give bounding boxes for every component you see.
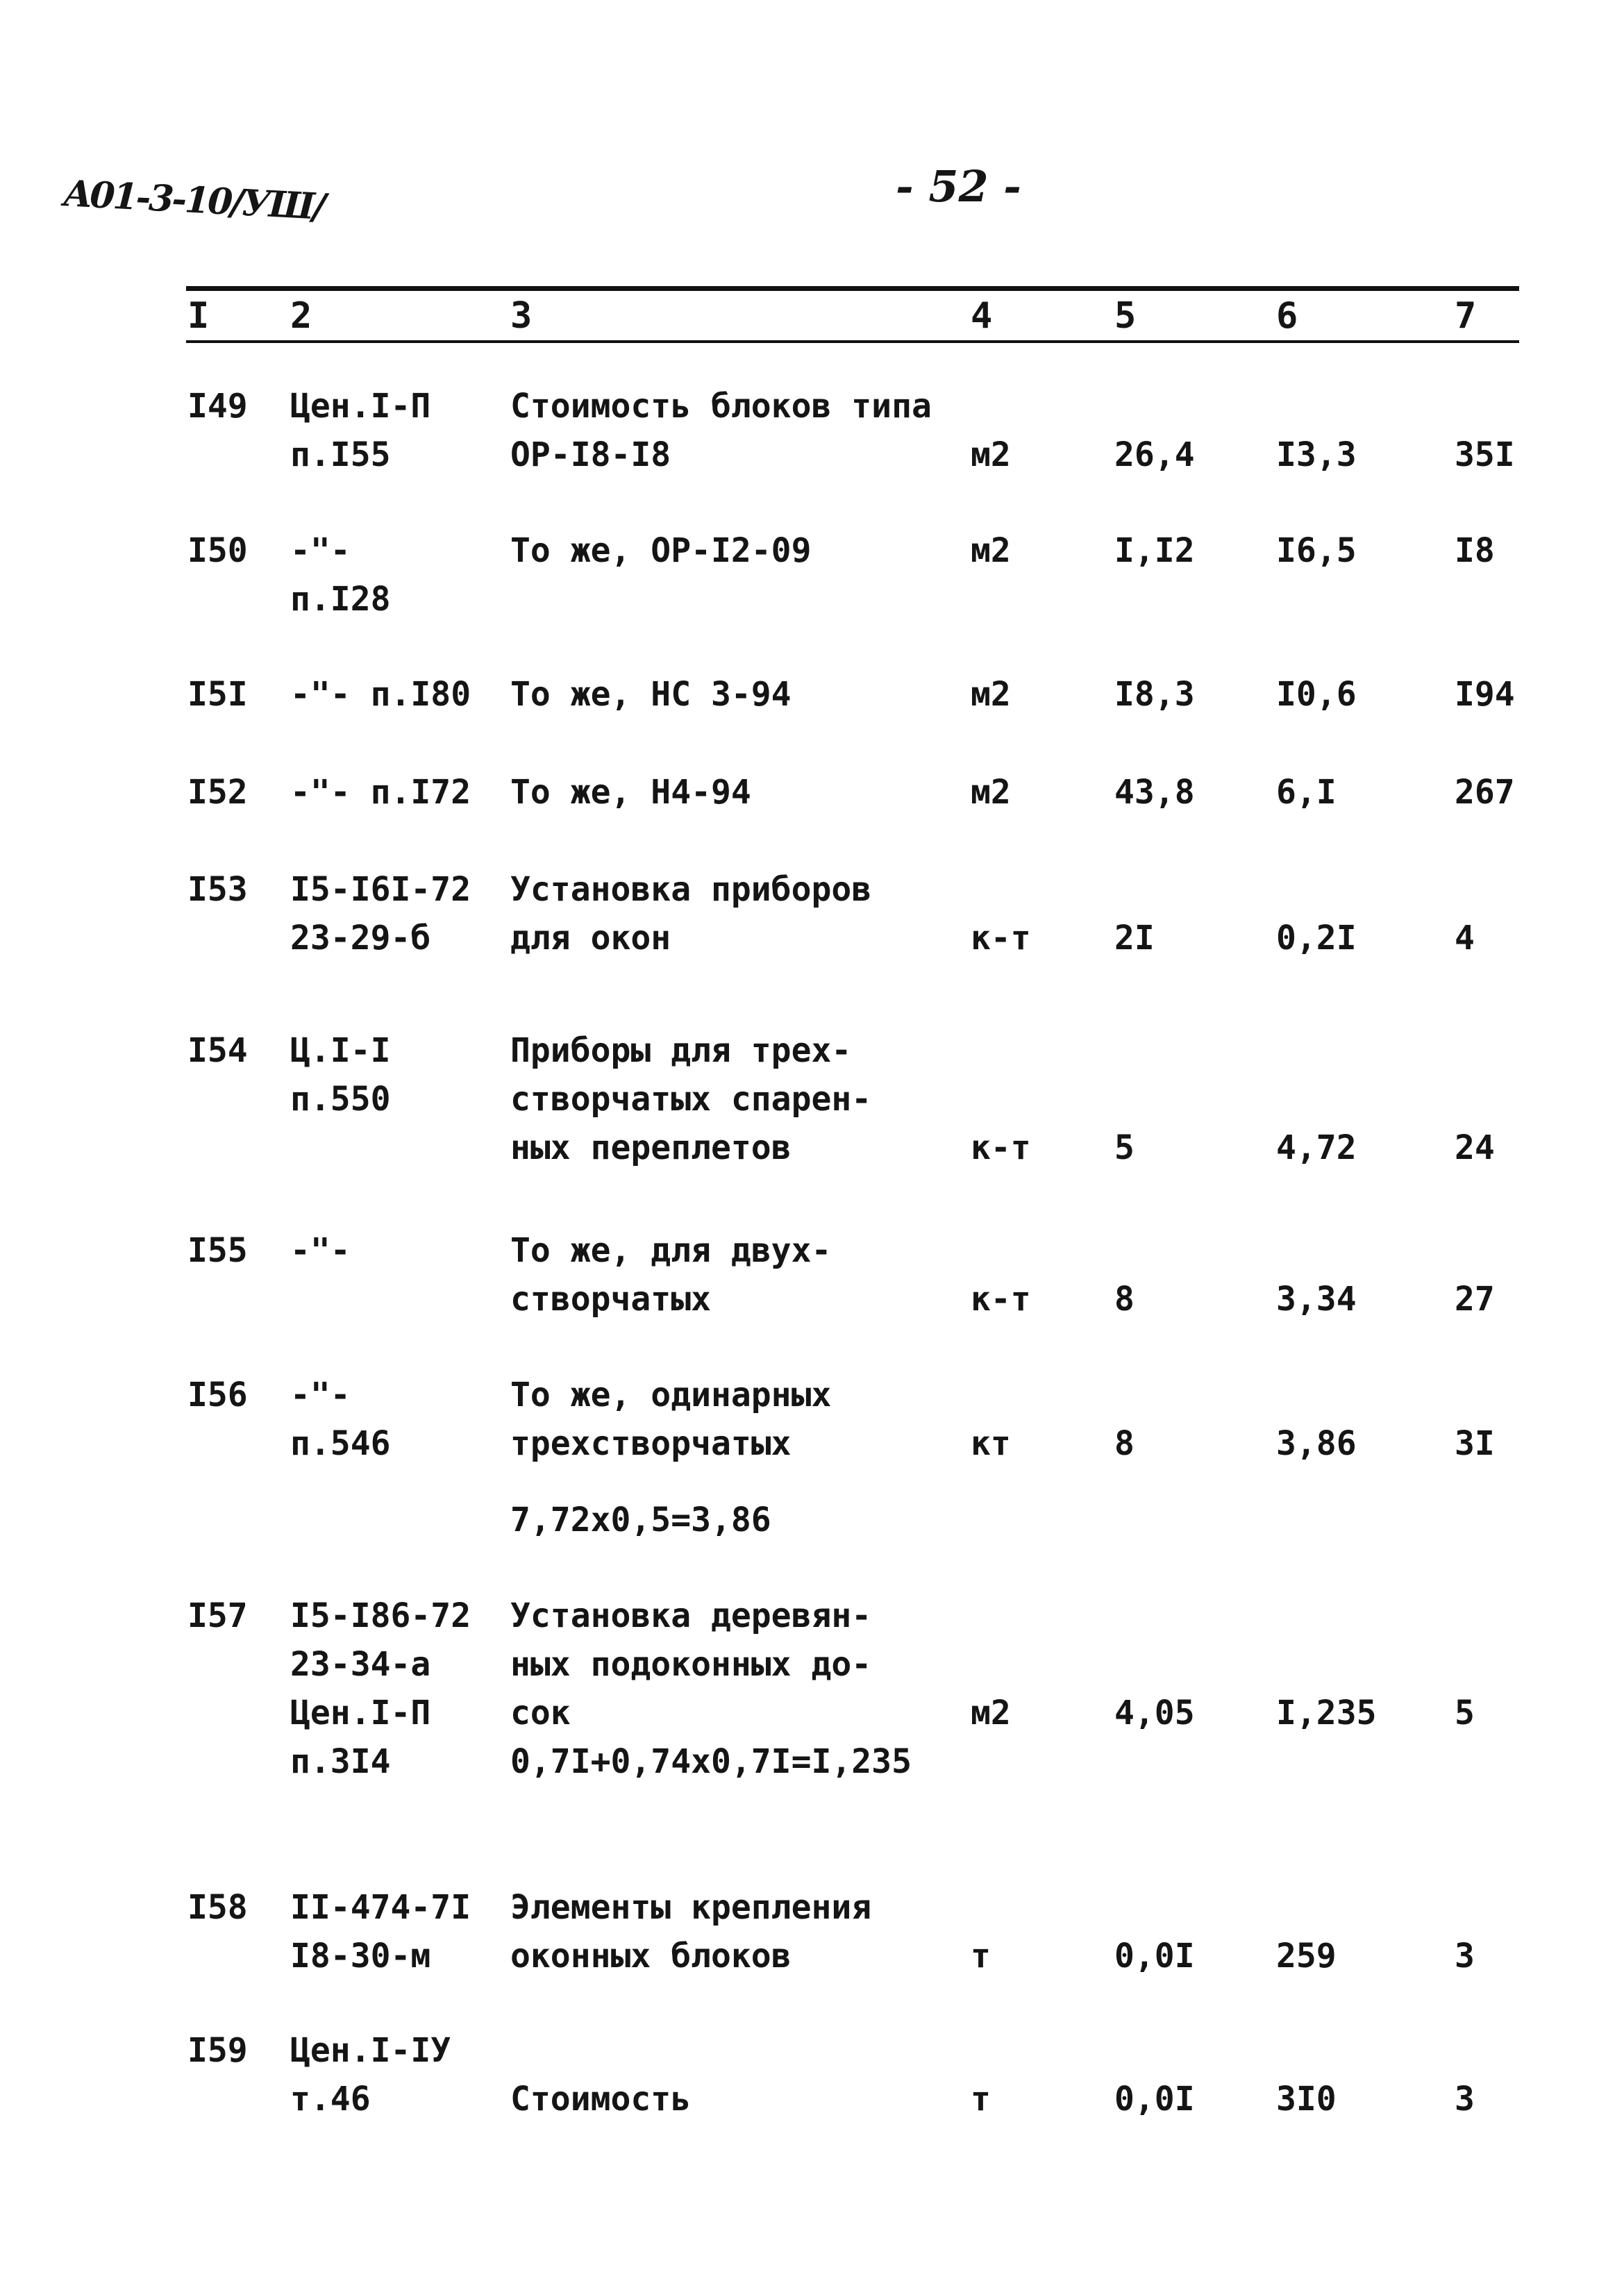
total-cost: 24 [1455, 1128, 1495, 1167]
work-description: ОР-I8-I8 [510, 435, 671, 474]
work-description: сок [510, 1694, 571, 1732]
price-reference: 23-34-а [290, 1645, 431, 1684]
table-row-line [0, 1275, 1624, 1323]
price-reference: II-474-7I [290, 1888, 471, 1927]
item-number: I58 [187, 1888, 248, 1927]
price-reference: Цен.I-П [290, 1694, 431, 1732]
work-description: Приборы для трех- [510, 1031, 852, 1070]
unit: м2 [971, 773, 1011, 812]
work-description: оконных блоков [510, 1937, 792, 1976]
total-cost: 35I [1455, 435, 1515, 474]
unit-cost: 6,I [1276, 773, 1337, 812]
total-cost: 3 [1455, 1937, 1475, 1976]
table-row-line [0, 575, 1624, 624]
table-row-line [0, 1932, 1624, 1980]
price-reference: -"- [290, 1376, 351, 1414]
item-number: I54 [187, 1031, 248, 1070]
price-reference: -"- п.I80 [290, 675, 471, 714]
quantity: 8 [1114, 1280, 1135, 1319]
item-number: I56 [187, 1376, 248, 1414]
unit: м2 [971, 435, 1011, 474]
price-reference: п.546 [290, 1424, 391, 1463]
unit: к-т [971, 1128, 1031, 1167]
table-row-line [0, 914, 1624, 962]
table-row-line [0, 382, 1624, 431]
column-header-3: 3 [510, 295, 533, 337]
page-number: - 52 - [896, 161, 1021, 212]
unit: т [971, 2080, 991, 2119]
price-reference: Ц.I-I [290, 1031, 391, 1070]
unit-cost: 3I0 [1276, 2080, 1337, 2119]
price-reference: I5-I6I-72 [290, 870, 471, 909]
table-row-line [0, 1883, 1624, 1932]
work-description: Установка приборов [510, 870, 872, 909]
item-number: I52 [187, 773, 248, 812]
unit: т [971, 1937, 991, 1976]
document-code: A01-3-10/УШ/ [62, 172, 325, 228]
price-reference: -"- п.I72 [290, 773, 471, 812]
total-cost: 27 [1455, 1280, 1495, 1319]
quantity: 0,0I [1114, 2080, 1195, 2119]
quantity: 43,8 [1114, 773, 1195, 812]
price-reference: п.550 [290, 1080, 391, 1119]
column-header-5: 5 [1114, 295, 1137, 337]
price-reference: Цен.I-IУ [290, 2031, 451, 2070]
table-row-line [0, 1124, 1624, 1172]
table-row-line [0, 1026, 1624, 1075]
total-cost: 3 [1455, 2080, 1475, 2119]
column-header-6: 6 [1276, 295, 1298, 337]
unit-cost: 0,2I [1276, 919, 1357, 958]
price-reference: п.3I4 [290, 1742, 391, 1781]
total-cost: I8 [1455, 531, 1495, 570]
work-description: 7,72х0,5=3,86 [510, 1501, 771, 1539]
table-row-line [0, 865, 1624, 914]
table-top-rule [186, 286, 1519, 291]
column-header-7: 7 [1455, 295, 1477, 337]
work-description: ных подоконных до- [510, 1645, 872, 1684]
table-row-line [0, 768, 1624, 817]
item-number: I53 [187, 870, 248, 909]
table-row-line [0, 431, 1624, 479]
price-reference: 23-29-б [290, 919, 431, 958]
quantity: I,I2 [1114, 531, 1195, 570]
price-reference: п.I28 [290, 580, 391, 619]
quantity: 0,0I [1114, 1937, 1195, 1976]
table-row-line [0, 526, 1624, 575]
unit: м2 [971, 1694, 1011, 1732]
work-description: ных переплетов [510, 1128, 792, 1167]
total-cost: 267 [1455, 773, 1515, 812]
work-description: Стоимость блоков типа [510, 387, 932, 426]
unit: кт [971, 1424, 1011, 1463]
quantity: 26,4 [1114, 435, 1195, 474]
price-reference: I8-30-м [290, 1937, 431, 1976]
price-reference: Цен.I-П [290, 387, 431, 426]
item-number: I50 [187, 531, 248, 570]
table-row-line [0, 1737, 1624, 1786]
quantity: I8,3 [1114, 675, 1195, 714]
unit-cost: I3,3 [1276, 435, 1357, 474]
unit-cost: 4,72 [1276, 1128, 1357, 1167]
quantity: 2I [1114, 919, 1155, 958]
work-description: То же, Н4-94 [510, 773, 751, 812]
price-reference: п.I55 [290, 435, 391, 474]
table-row-line [0, 2026, 1624, 2075]
quantity: 5 [1114, 1128, 1135, 1167]
item-number: I55 [187, 1231, 248, 1270]
price-reference: I5-I86-72 [290, 1596, 471, 1635]
work-description: Установка деревян- [510, 1596, 872, 1635]
table-row-line [0, 1592, 1624, 1640]
table-row-line [0, 1226, 1624, 1275]
unit: к-т [971, 919, 1031, 958]
table-row-line [0, 1496, 1624, 1544]
table-header-rule [186, 340, 1519, 343]
total-cost: 3I [1455, 1424, 1495, 1463]
item-number: I59 [187, 2031, 248, 2070]
price-reference: т.46 [290, 2080, 371, 2119]
unit-cost: 259 [1276, 1937, 1337, 1976]
work-description: Стоимость [510, 2080, 692, 2119]
quantity: 4,05 [1114, 1694, 1195, 1732]
work-description: То же, ОР-I2-09 [510, 531, 812, 570]
work-description: То же, для двух- [510, 1231, 832, 1270]
work-description: створчатых [510, 1280, 711, 1319]
work-description: трехстворчатых [510, 1424, 792, 1463]
work-description: То же, НС 3-94 [510, 675, 792, 714]
unit-cost: I0,6 [1276, 675, 1357, 714]
unit: м2 [971, 531, 1011, 570]
item-number: I49 [187, 387, 248, 426]
item-number: I5I [187, 675, 248, 714]
item-number: I57 [187, 1596, 248, 1635]
total-cost: 4 [1455, 919, 1475, 958]
column-header-1: I [187, 295, 210, 337]
column-header-4: 4 [971, 295, 993, 337]
unit-cost: I6,5 [1276, 531, 1357, 570]
table-row-line [0, 1075, 1624, 1124]
work-description: 0,7I+0,74х0,7I=I,235 [510, 1742, 912, 1781]
unit-cost: 3,86 [1276, 1424, 1357, 1463]
unit-cost: 3,34 [1276, 1280, 1357, 1319]
table-row-line [0, 1371, 1624, 1419]
total-cost: I94 [1455, 675, 1515, 714]
work-description: для окон [510, 919, 671, 958]
unit: м2 [971, 675, 1011, 714]
price-reference: -"- [290, 1231, 351, 1270]
quantity: 8 [1114, 1424, 1135, 1463]
work-description: Элементы крепления [510, 1888, 872, 1927]
table-row-line [0, 2075, 1624, 2123]
price-reference: -"- [290, 531, 351, 570]
table-row-line [0, 1640, 1624, 1689]
unit: к-т [971, 1280, 1031, 1319]
table-row-line [0, 670, 1624, 719]
column-header-2: 2 [290, 295, 312, 337]
total-cost: 5 [1455, 1694, 1475, 1732]
table-row-line [0, 1419, 1624, 1468]
table-row-line [0, 1689, 1624, 1737]
unit-cost: I,235 [1276, 1694, 1377, 1732]
work-description: створчатых спарен- [510, 1080, 872, 1119]
work-description: То же, одинарных [510, 1376, 832, 1414]
